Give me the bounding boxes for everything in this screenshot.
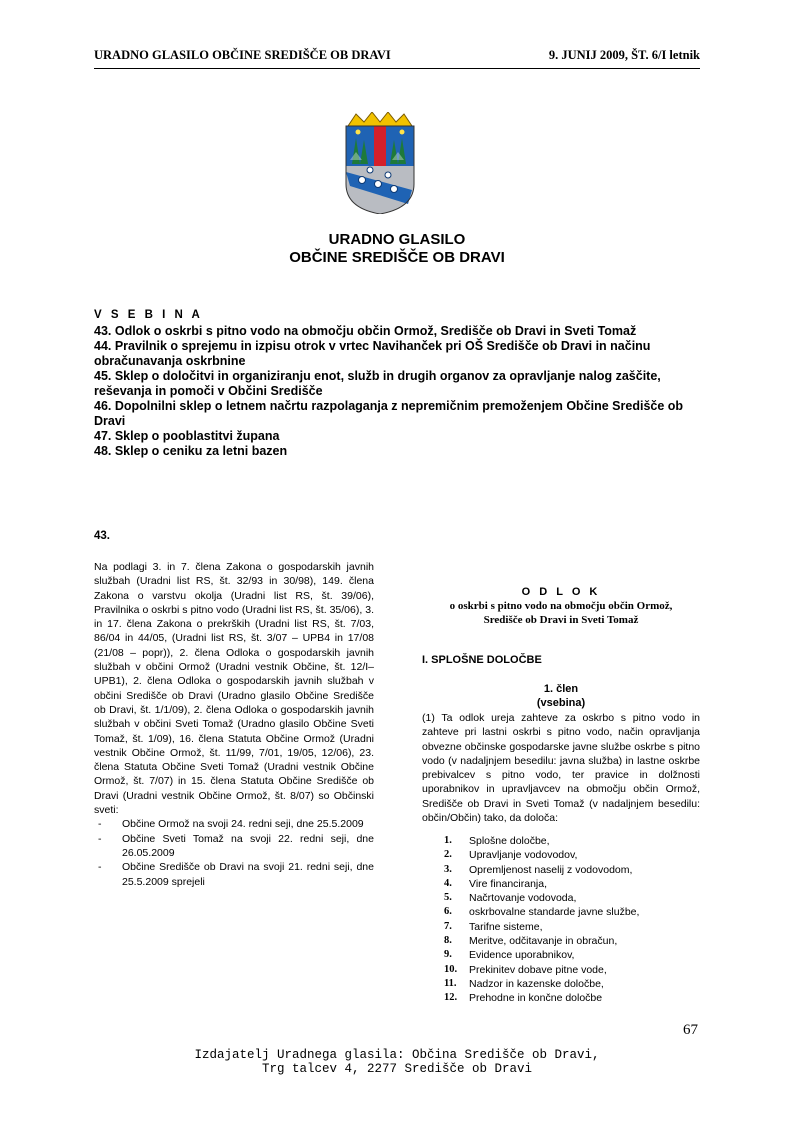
chapter-heading: I. SPLOŠNE DOLOČBE — [422, 654, 542, 666]
decree-title — [422, 585, 700, 627]
header-issue-date: 9. JUNIJ 2009, ŠT. 6/I letnik — [548, 48, 700, 62]
contents-item: 43. Odlok o oskrbi s pitno vodo na območju občin Ormož, Središče ob Dravi in Sveti Tomaž — [94, 324, 637, 338]
contents-item: 46. Dopolnilni sklep o letnem načrtu razpolaganja z nepremičnim premoženjem Občine Središče ob Dravi — [94, 399, 684, 428]
page-number: 67 — [683, 1022, 698, 1038]
article-topics-list — [444, 834, 704, 1006]
council-list — [94, 817, 374, 888]
contents-item: 47. Sklep o pooblastitvi župana — [94, 429, 280, 443]
list-item: 10. Prekinitev dobave pitne vode, — [444, 963, 607, 976]
coat-of-arms-icon — [342, 112, 418, 214]
list-item: 2. Upravljanje vodovodov, — [444, 849, 578, 862]
header-publication-title: URADNO GLASILO OBČINE SREDIŠČE OB DRAVI — [94, 48, 391, 62]
council-list-item: - Občine Ormož na svoji 24. redni seji, dne 25.5.2009 — [98, 818, 364, 831]
article-number: 1. člen — [543, 683, 579, 695]
gazette-title-line2: OBČINE SREDIŠČE OB DRAVI — [289, 249, 505, 266]
decree-subtitle-line2: Središče ob Dravi in Sveti Tomaž — [483, 614, 639, 627]
decree-heading: O D L O K — [521, 586, 601, 598]
table-of-contents — [94, 308, 714, 459]
contents-item: 48. Sklep o ceniku za letni bazen — [94, 444, 288, 458]
council-list-item: - Občine Središče ob Dravi na svoji 21. redni seji, dne 25.5.2009 sprejeli — [98, 861, 374, 888]
preamble-column — [94, 560, 374, 889]
contents-item: 44. Pravilnik o sprejemu in izpisu otrok v vrtec Navihanček pri OŠ Središče ob Dravi in načinu obračunavanja oskrbnine — [94, 339, 651, 368]
list-item: 7. Tarifne sisteme, — [444, 920, 543, 933]
section-number: 43. — [94, 530, 110, 542]
footer-line2: Trg talcev 4, 2277 Središče ob Dravi — [261, 1062, 533, 1076]
footer-line1: Izdajatelj Uradnega glasila: Občina Središče ob Dravi, — [194, 1048, 600, 1062]
article-title: (vsebina) — [536, 696, 586, 709]
contents-label: V S E B I N A — [94, 309, 203, 321]
list-item: 6. oskrbovalne standarde javne službe, — [444, 906, 640, 919]
council-list-item: - Občine Sveti Tomaž na svoji 22. redni seji, dne 26.05.2009 — [98, 832, 374, 859]
contents-item: 45. Sklep o določitvi in organiziranju enot, služb in drugih organov za opravljanje nalog zaščite, reševanja in pomoči v Občini Središče — [94, 369, 661, 398]
list-item: 4. Vire financiranja, — [444, 877, 548, 890]
list-item: 11. Nadzor in kazenske določbe, — [444, 977, 604, 990]
list-item: 9. Evidence uporabnikov, — [444, 949, 575, 962]
list-item: 5. Načrtovanje vodovoda, — [444, 892, 577, 905]
list-item: 3. Opremljenost naselij z vodovodom, — [444, 863, 633, 876]
publisher-footer — [0, 1048, 794, 1076]
list-item: 8. Meritve, odčitavanje in obračun, — [444, 935, 618, 948]
list-item: 1. Splošne določbe, — [444, 835, 550, 847]
list-item: 12. Prehodne in končne določbe — [444, 992, 603, 1005]
gazette-title-line1: URADNO GLASILO — [328, 231, 466, 248]
article-text: (1) Ta odlok ureja zahteve za oskrbo s pitno vodo in zahteve pri lastni oskrbi s pitno vodo, način opravljanja obvezne občinske gospodarske javne službe oskrbe s pitno vodo (v nadaljnjem besedilu: javna služba) in lastne oskrbe prebivalcev s pitno vodo, ter pravice in dolžnosti uporabnikov in upravljavcev na območju občin Ormož, Središče ob Dravi in Sveti Tomaž (v nadaljnjem besedilu: občin/Občin) tako, da določa: — [422, 712, 700, 825]
header-divider — [94, 68, 700, 69]
article-heading — [422, 683, 700, 710]
preamble-paragraph: Na podlagi 3. in 7. člena Zakona o gospodarskih javnih službah (Uradni list RS, št. 32/93 in 30/98), 149. člena Zakona o varstvu okolja (Uradni list RS, št. 39/06), Pravilnika o oskrbi s pitno vodo (Uradni list RS, št. 35/06), 3. in 17. člena Zakona o prekrških (Uradni list RS, št. 7/03, 86/04 in 44/05, (Uradni list RS, št. 3/07 – UPB4 in 17/08 (21/08 – popr)), 2. člena Odloka o gospodarskih javnih službah v občini Ormož (Uradni vestnik Občine, št. 12/I–UPB1), 2. člena Odloka o gospodarskih javnih službah v občini Središče ob Dravi (Uradno glasilo Občine Središče ob Dravi, št. 1/1/09), 2. člena Odloka o gospodarskih javnih službah v občini Sveti Tomaž (Uradno glasilo Občine Sveti Tomaž, št. 1/09), 16. člena Statuta Občine Ormož (Uradni vestnik Občine Ormož, št. 11/99, 7/01, 19/05, 12/06), 23. člena Statuta Občine Sveti Tomaž (Uradni vestnik Občine Ormož, št. 7/07) in 15. člena Statuta Občine Središče ob Dravi (Uradni vestnik Občine Ormož, št. 8/07) so Občinski sveti: — [94, 561, 374, 817]
decree-subtitle-line1: o oskrbi s pitno vodo na območju občin Ormož, — [449, 600, 673, 613]
